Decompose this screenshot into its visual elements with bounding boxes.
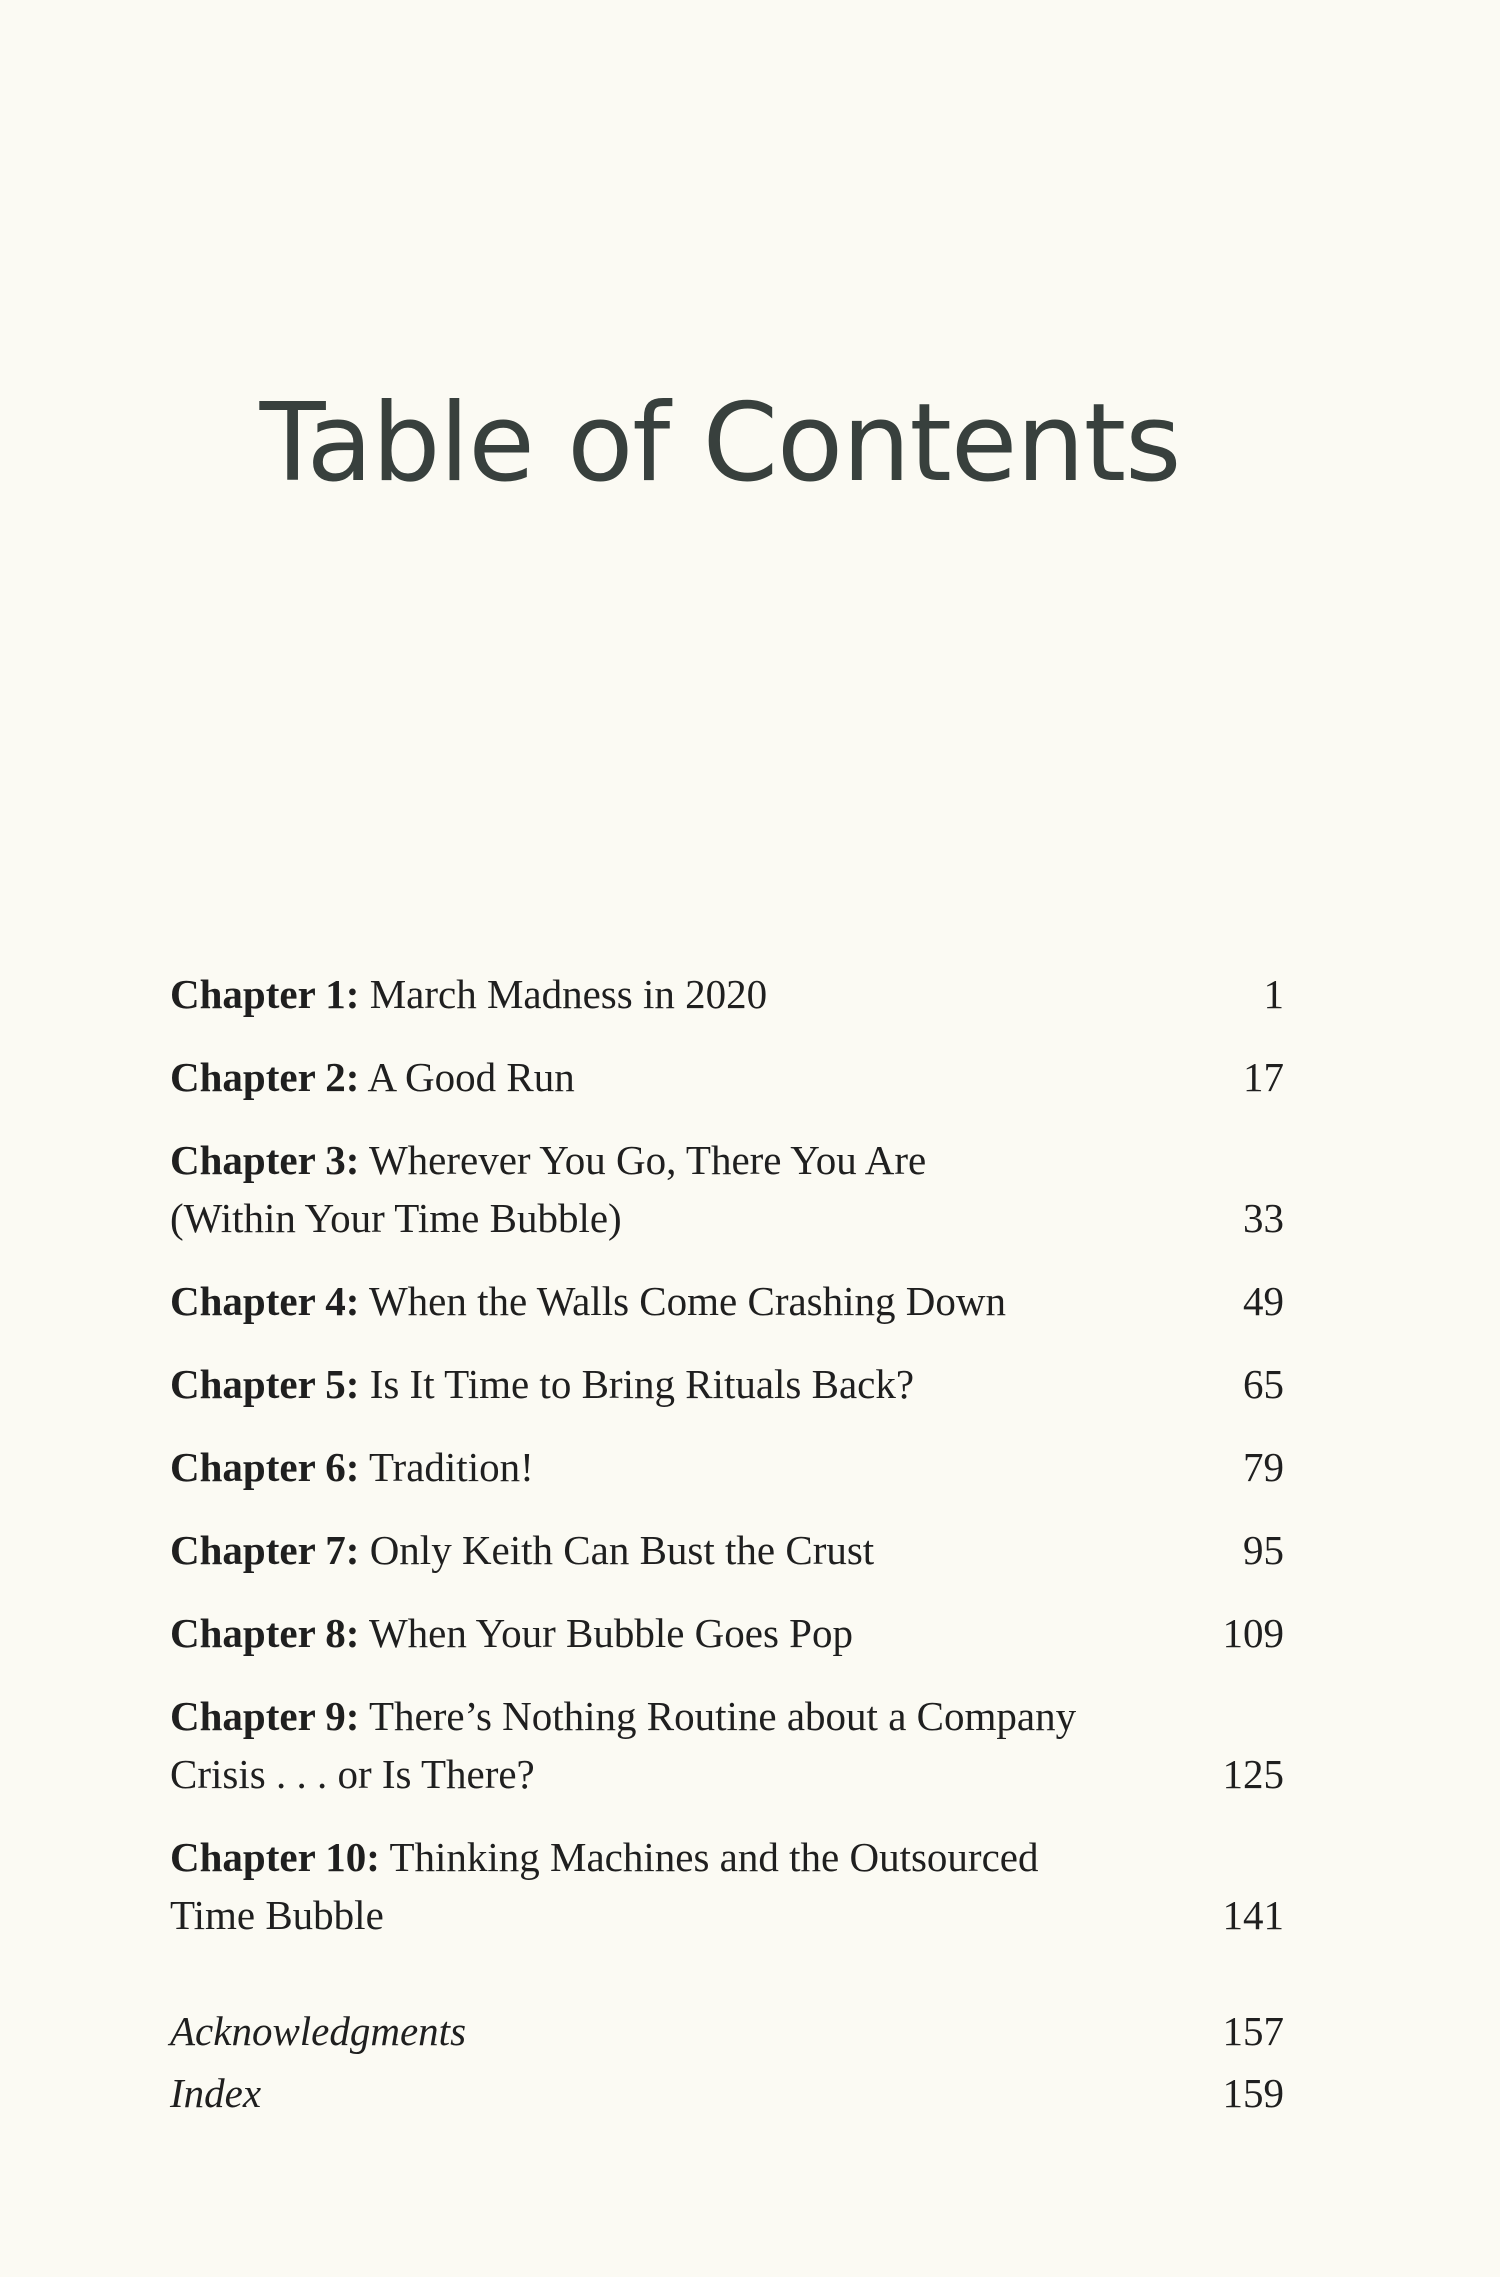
chapter-title: Only Keith Can Bust the Crust	[369, 1527, 875, 1573]
backmatter-title: Index	[170, 2070, 262, 2116]
toc-entry-chapter-3	[170, 1131, 1284, 1247]
page-number: 79	[1243, 1444, 1284, 1490]
page-number: 1	[1263, 971, 1284, 1017]
toc-entry-chapter-2	[170, 1048, 1284, 1106]
page-number: 95	[1243, 1527, 1284, 1573]
toc-entry-chapter-9	[170, 1687, 1284, 1803]
page-number: 49	[1243, 1278, 1284, 1324]
page-title: Table of Contents	[259, 381, 1181, 506]
chapter-label: Chapter 4:	[170, 1278, 360, 1324]
chapter-title: When Your Bubble Goes Pop	[368, 1610, 853, 1656]
chapter-label: Chapter 10:	[170, 1834, 380, 1880]
chapter-list	[170, 965, 1284, 1969]
toc-entry-chapter-5	[170, 1355, 1284, 1413]
chapter-title: Is It Time to Bring Rituals Back?	[369, 1361, 915, 1407]
page-number: 141	[1222, 1892, 1284, 1938]
backmatter-list	[170, 2000, 1284, 2124]
page-number: 17	[1243, 1054, 1284, 1100]
chapter-label: Chapter 6:	[170, 1444, 360, 1490]
chapter-title: Tradition!	[368, 1444, 534, 1490]
page-number: 159	[1222, 2070, 1284, 2116]
page-number: 33	[1243, 1195, 1284, 1241]
toc-entry-chapter-7	[170, 1521, 1284, 1579]
page-number: 65	[1243, 1361, 1284, 1407]
chapter-label: Chapter 3:	[170, 1137, 360, 1183]
toc-entry-chapter-1	[170, 965, 1284, 1023]
chapter-label: Chapter 1:	[170, 971, 360, 1017]
chapter-title: March Madness in 2020	[369, 971, 768, 1017]
page-number: 109	[1222, 1610, 1284, 1656]
toc-entry-chapter-10	[170, 1828, 1284, 1944]
toc-entry-chapter-8	[170, 1604, 1284, 1662]
chapter-title: There’s Nothing Routine about a Company Crisis . . . or Is There?	[170, 1693, 1077, 1797]
chapter-title: Thinking Machines and the Outsourced Time Bubble	[170, 1834, 1039, 1938]
chapter-label: Chapter 8:	[170, 1610, 360, 1656]
toc-entry-index	[170, 2062, 1284, 2124]
chapter-title: Wherever You Go, There You Are (Within Your Time Bubble)	[170, 1137, 927, 1241]
page-number: 125	[1222, 1751, 1284, 1797]
chapter-label: Chapter 5:	[170, 1361, 360, 1407]
toc-entry-chapter-6	[170, 1438, 1284, 1496]
page-number: 157	[1222, 2008, 1284, 2054]
chapter-label: Chapter 9:	[170, 1693, 360, 1739]
chapter-title: A Good Run	[367, 1054, 575, 1100]
toc-entry-chapter-4	[170, 1272, 1284, 1330]
chapter-label: Chapter 2:	[170, 1054, 360, 1100]
chapter-title: When the Walls Come Crashing Down	[368, 1278, 1006, 1324]
chapter-label: Chapter 7:	[170, 1527, 360, 1573]
backmatter-title: Acknowledgments	[170, 2008, 467, 2054]
toc-entry-acknowledgments	[170, 2000, 1284, 2062]
